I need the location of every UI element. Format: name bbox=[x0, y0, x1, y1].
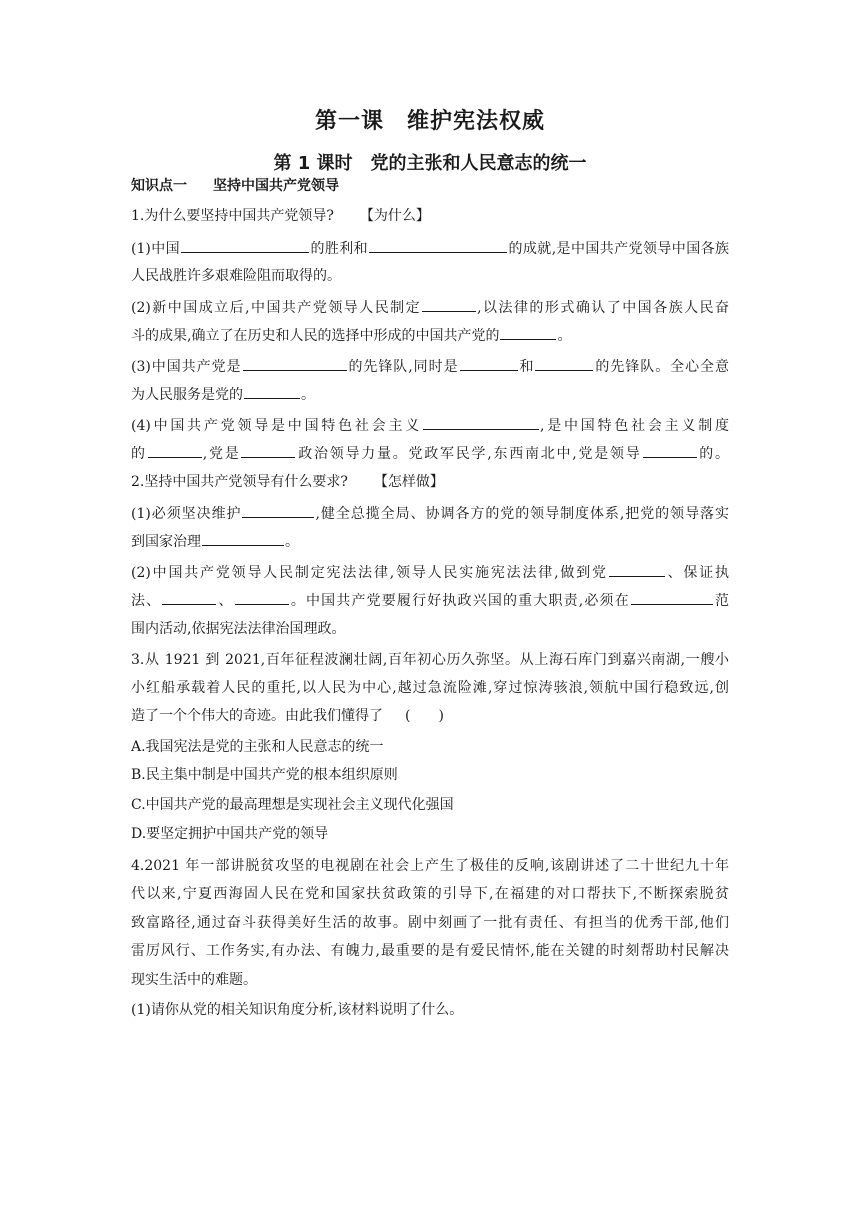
q1-item-1-text-c: 的成就,是中国共产党领导中国各族 bbox=[508, 241, 729, 257]
q2-item-1-text-d: 。 bbox=[285, 534, 299, 550]
q1-item-2-line-2 bbox=[131, 325, 729, 346]
fill-blank[interactable] bbox=[643, 443, 697, 458]
q1-item-2-text-c: 斗的成果,确立了在历史和人民的选择中形成的中国共产党的 bbox=[131, 328, 500, 344]
q1-item-3-text-b: 的先锋队,同时是 bbox=[347, 359, 459, 375]
q1-item-1-line-2: 人民战胜许多艰难险阻而取得的。 bbox=[131, 268, 341, 284]
q1-item-4-text-d: ,党是 bbox=[202, 446, 241, 462]
fill-blank[interactable] bbox=[202, 531, 284, 546]
question-3-text: 造了一个个伟大的奇迹。由此我们懂得了 bbox=[131, 708, 383, 724]
q1-item-3-text-c: 和 bbox=[518, 359, 535, 375]
question-3-line-3 bbox=[131, 706, 729, 726]
q1-item-4-text-a: (4)中国共产党领导是中国特色社会主义 bbox=[131, 418, 423, 434]
question-1-tag: 【为什么】 bbox=[359, 208, 430, 224]
fill-blank[interactable] bbox=[369, 238, 507, 253]
fill-blank[interactable] bbox=[535, 356, 593, 371]
q1-item-4-text-c: 的 bbox=[131, 446, 147, 462]
q1-item-1-text-b: 的胜利和 bbox=[310, 241, 369, 257]
q1-item-1-text-a: (1)中国 bbox=[131, 241, 181, 257]
fill-blank[interactable] bbox=[235, 590, 289, 605]
fill-blank[interactable] bbox=[148, 443, 202, 458]
fill-blank[interactable] bbox=[500, 325, 556, 340]
q1-item-1-line-1 bbox=[131, 238, 729, 259]
fill-blank[interactable] bbox=[609, 562, 665, 577]
q2-item-1-line-2 bbox=[131, 531, 729, 552]
q1-item-4-line-2 bbox=[131, 443, 729, 464]
option-c[interactable]: C.中国共产党的最高理想是实现社会主义现代化强国 bbox=[131, 797, 454, 813]
answer-bracket[interactable]: ( ) bbox=[405, 708, 444, 724]
q1-item-4-text-b: ,是中国特色社会主义制度 bbox=[540, 418, 729, 434]
option-a[interactable]: A.我国宪法是党的主张和人民意志的统一 bbox=[131, 739, 384, 755]
fill-blank[interactable] bbox=[243, 356, 347, 371]
q2-item-2-text-f: 范 bbox=[713, 593, 729, 609]
question-1-text: 1.为什么要坚持中国共产党领导? bbox=[131, 208, 334, 224]
q2-item-2-line-2 bbox=[131, 590, 729, 611]
question-4-line-4: 雷厉风行、工作务实,有办法、有魄力,最重要的是有爱民情怀,能在关键的时刻帮助村民解决 bbox=[131, 943, 729, 959]
q1-item-4-line-1 bbox=[131, 415, 729, 436]
q2-item-1-text-c: 到国家治理 bbox=[131, 534, 201, 550]
q2-item-2-text-e: 。中国共产党要履行好执政兴国的重大职责,必须在 bbox=[289, 593, 630, 609]
fill-blank[interactable] bbox=[460, 356, 518, 371]
q1-item-2-text-a: (2)新中国成立后,中国共产党领导人民制定 bbox=[131, 300, 422, 316]
q1-item-3-text-f: 。 bbox=[301, 387, 315, 403]
q1-item-3-line-2 bbox=[131, 384, 729, 405]
q1-item-4-text-e: 政治领导力量。党政军民学,东西南北中,党是领导 bbox=[296, 446, 642, 462]
q1-item-3-text-a: (3)中国共产党是 bbox=[131, 359, 242, 375]
question-4-line-5: 现实生活中的难题。 bbox=[131, 972, 257, 988]
q1-item-2-text-d: 。 bbox=[557, 328, 572, 344]
question-3-line-2: 小红船承载着人民的重托,以人民为中心,越过急流险滩,穿过惊涛骇浪,领航中国行稳致远,创 bbox=[131, 680, 729, 696]
q2-item-2-line-3: 围内活动,依据宪法法律治国理政。 bbox=[131, 621, 346, 637]
question-4-line-1: 4.2021 年一部讲脱贫攻坚的电视剧在社会上产生了极佳的反响,该剧讲述了二十世纪九十年 bbox=[131, 858, 729, 874]
knowledge-point-text: 坚持中国共产党领导 bbox=[213, 178, 339, 194]
q1-item-2-line-1 bbox=[131, 297, 729, 318]
fill-blank[interactable] bbox=[244, 384, 300, 399]
q2-item-2-text-b: 、保证执 bbox=[665, 565, 729, 581]
question-4-line-2: 代以来,宁夏西海固人民在党和国家扶贫政策的引导下,在福建的对口帮扶下,不断探索脱贫 bbox=[131, 886, 729, 902]
question-4-line-3: 致富路径,通过奋斗获得美好生活的故事。剧中刻画了一批有责任、有担当的优秀干部,他们 bbox=[131, 915, 729, 931]
q1-item-3-text-d: 的先锋队。全心全意 bbox=[594, 359, 729, 375]
q2-item-2-text-a: (2)中国共产党领导人民制定宪法法律,领导人民实施宪法法律,做到党 bbox=[131, 565, 608, 581]
fill-blank[interactable] bbox=[242, 503, 314, 518]
option-b[interactable]: B.民主集中制是中国共产党的根本组织原则 bbox=[131, 767, 398, 783]
fill-blank[interactable] bbox=[631, 590, 713, 605]
knowledge-point-heading bbox=[131, 176, 729, 196]
fill-blank[interactable] bbox=[422, 297, 476, 312]
fill-blank[interactable] bbox=[423, 415, 539, 430]
q2-item-1-line-1 bbox=[131, 503, 729, 524]
knowledge-point-label: 知识点一 bbox=[131, 178, 187, 194]
q1-item-4-text-f: 的。 bbox=[697, 446, 729, 462]
period-title: 第 1 课时 党的主张和人民意志的统一 bbox=[273, 153, 587, 174]
question-2-tag: 【怎样做】 bbox=[373, 474, 444, 490]
fill-blank[interactable] bbox=[162, 590, 216, 605]
question-3-line-1: 3.从 1921 到 2021,百年征程波澜壮阔,百年初心历久弥坚。从上海石库门到嘉兴南湖,一艘小 bbox=[131, 652, 729, 668]
question-2-stem bbox=[131, 472, 729, 492]
question-1-stem bbox=[131, 206, 729, 226]
q2-item-1-text-b: ,健全总揽全局、协调各方的党的领导制度体系,把党的领导落实 bbox=[315, 506, 729, 522]
q2-item-2-line-1 bbox=[131, 562, 729, 583]
q2-item-2-text-d: 、 bbox=[217, 593, 234, 609]
lesson-title: 第一课 维护宪法权威 bbox=[314, 109, 545, 134]
q1-item-3-line-1 bbox=[131, 356, 729, 377]
q1-item-2-text-b: ,以法律的形式确认了中国各族人民奋 bbox=[477, 300, 729, 316]
option-d[interactable]: D.要坚定拥护中国共产党的领导 bbox=[131, 826, 329, 842]
question-2-text: 2.坚持中国共产党领导有什么要求? bbox=[131, 474, 348, 490]
q2-item-1-text-a: (1)必须坚决维护 bbox=[131, 506, 242, 522]
fill-blank[interactable] bbox=[241, 443, 295, 458]
fill-blank[interactable] bbox=[181, 238, 309, 253]
q2-item-2-text-c: 法、 bbox=[131, 593, 162, 609]
q1-item-3-text-e: 为人民服务是党的 bbox=[131, 387, 243, 403]
question-4-sub-1: (1)请你从党的相关知识角度分析,该材料说明了什么。 bbox=[131, 1002, 464, 1018]
